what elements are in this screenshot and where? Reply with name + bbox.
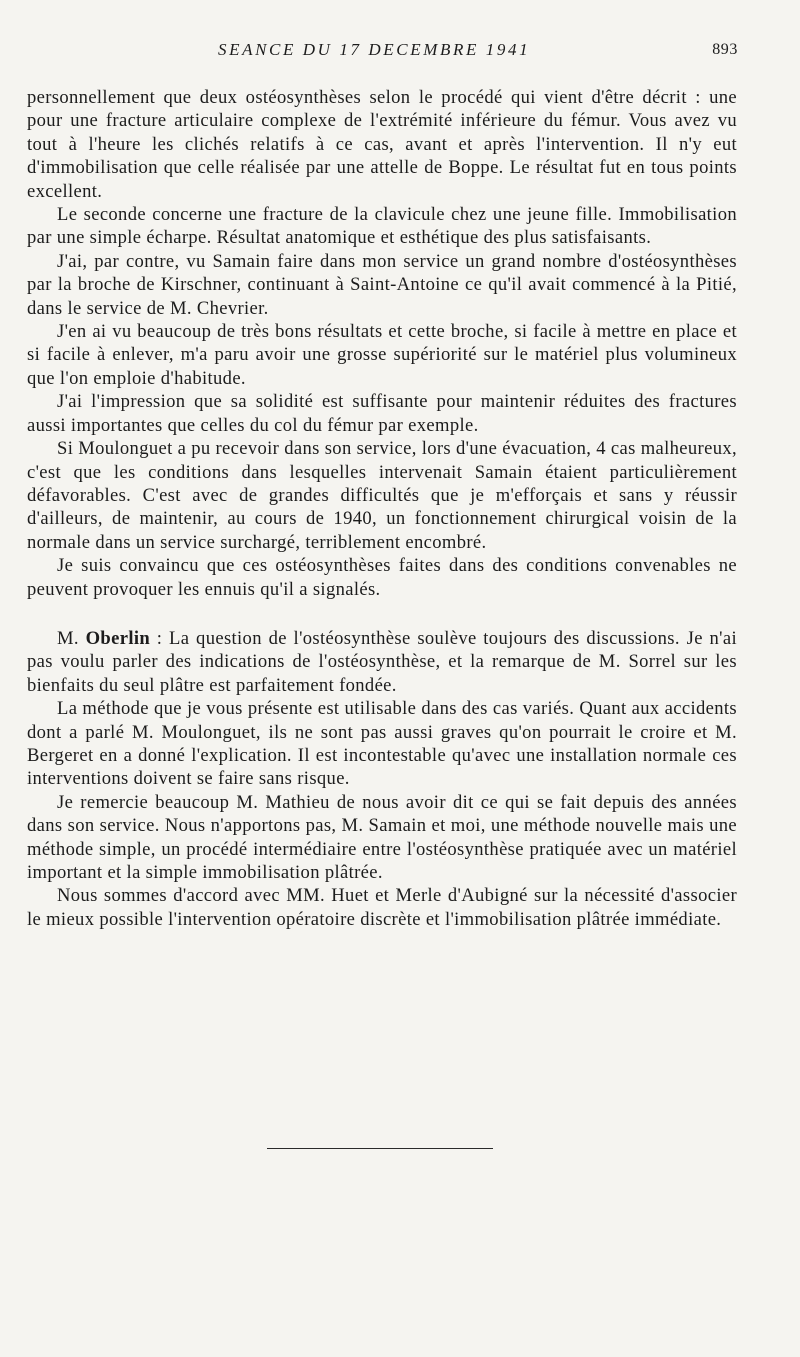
speaker-name: Oberlin (85, 627, 151, 649)
speaker-paragraph (27, 627, 737, 697)
paragraph: La méthode que je vous présente est utilisable dans des cas variés. Quant aux accidents dont a parlé M. Moulonguet, ils ne sont pas aussi graves qu'on pourrait le croire et M. Bergeret en a donné l'explication. Il est incontestable qu'avec une installation normale ces interventions doivent se faire sans risque. (27, 698, 737, 790)
paragraph: Le seconde concerne une fracture de la clavicule chez une jeune fille. Immobilisation par une simple écharpe. Résultat anatomique et esthétique des plus satisfaisants. (27, 204, 737, 249)
paragraph: Je suis convaincu que ces ostéosynthèses faites dans des conditions convenables ne peuvent provoquer les ennuis qu'il a signalés. (27, 555, 737, 600)
section-gap (27, 601, 737, 627)
paragraph: Je remercie beaucoup M. Mathieu de nous avoir dit ce qui se fait depuis des années dans son service. Nous n'apportons pas, M. Samain et moi, une méthode nouvelle mais une méthode simple, un procédé intermédiaire entre l'ostéosynthèse pratiquée avec un matériel important et la simple immobilisation plâtrée. (27, 791, 737, 883)
speaker-text: : La question de l'ostéosynthèse soulève toujours des discussions. Je n'ai pas voulu parler des indications de l'ostéosynthèse, et la remarque de M. Sorrel sur les bienfaits du seul plâtre est parfaitement fondée. (27, 627, 737, 696)
running-header-title: SEANCE DU 17 DECEMBRE 1941 (218, 40, 531, 59)
paragraph: Nous sommes d'accord avec MM. Huet et Merle d'Aubigné sur la nécessité d'associer le mieux possible l'intervention opératoire discrète et l'immobilisation plâtrée immédiate. (27, 885, 737, 930)
body-text (27, 86, 737, 931)
paragraph-continuation: personnellement que deux ostéosynthèses selon le procédé qui vient d'être décrit : une pour une fracture articulaire complexe de l'extrémité inférieure du fémur. Vous avez vu tout à l'heure les clichés relatifs à ce cas, avant et après l'intervention. Il n'y eut d'immobilisation que celle réalisée par une attelle de Boppe. Le résultat fut en tous points excellent. (27, 87, 737, 202)
running-header (0, 40, 800, 64)
end-rule (267, 1148, 493, 1149)
speaker-prefix: M. (57, 627, 86, 649)
paragraph: J'ai l'impression que sa solidité est suffisante pour maintenir réduites des fractures aussi importantes que celles du col du fémur par exemple. (27, 391, 737, 436)
page-number: 893 (712, 41, 738, 58)
paragraph: J'ai, par contre, vu Samain faire dans mon service un grand nombre d'ostéosynthèses par la broche de Kirschner, continuant à Saint-Antoine ce qu'il avait commencé à la Pitié, dans le service de M. Chevrier. (27, 250, 737, 319)
paragraph: J'en ai vu beaucoup de très bons résultats et cette broche, si facile à mettre en place et si facile à enlever, m'a paru avoir une grosse supériorité sur le matériel plus volumineux que l'on emploie d'habitude. (27, 321, 737, 389)
paragraph: Si Moulonguet a pu recevoir dans son service, lors d'une évacuation, 4 cas malheureux, c'est que les conditions dans lesquelles intervenait Samain étaient particulièrement défavorables. C'est avec de grandes difficultés que je m'efforçais et sans y réussir d'ailleurs, de maintenir, au cours de 1940, un fonctionnement chirurgical voisin de la normale dans un service surchargé, terriblement encombré. (27, 438, 737, 553)
